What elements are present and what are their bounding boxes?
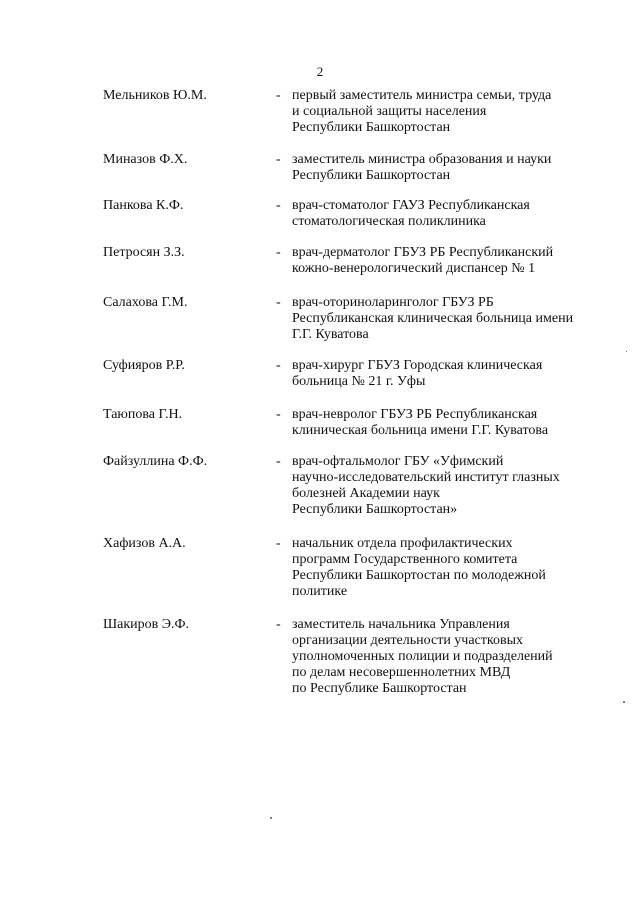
member-position: начальник отдела профилактических программ Государственного комитета Республики Башкортостан по молодежной политике [292, 536, 546, 599]
scan-speck [626, 351, 627, 352]
separator-dash: - [276, 358, 281, 373]
list-item [0, 295, 640, 342]
member-name: Хафизов А.А. [103, 536, 186, 551]
member-position: врач-дерматолог ГБУЗ РБ Республиканский кожно-венерологический диспансер № 1 [292, 245, 554, 276]
list-item [0, 152, 640, 183]
scan-speck [623, 701, 625, 703]
scan-speck [270, 817, 272, 819]
member-position: врач-хирург ГБУЗ Городская клиническая больница № 21 г. Уфы [292, 358, 543, 389]
separator-dash: - [276, 152, 281, 167]
member-position: врач-стоматолог ГАУЗ Республиканская стоматологическая поликлиника [292, 198, 530, 229]
separator-dash: - [276, 245, 281, 260]
member-name: Таюпова Г.Н. [103, 407, 183, 422]
member-name: Миназов Ф.Х. [103, 152, 188, 167]
member-name: Петросян З.З. [103, 245, 185, 260]
member-name: Суфияров Р.Р. [103, 358, 185, 373]
member-name: Файзуллина Ф.Ф. [103, 454, 208, 469]
list-item [0, 407, 640, 438]
member-position: врач-оториноларинголог ГБУЗ РБ Республиканская клиническая больница имени Г.Г. Куватова [292, 295, 574, 342]
member-name: Шакиров Э.Ф. [103, 617, 190, 632]
list-item [0, 245, 640, 276]
separator-dash: - [276, 536, 281, 551]
list-item [0, 536, 640, 599]
page-number: 2 [316, 64, 324, 79]
separator-dash: - [276, 454, 281, 469]
member-position: первый заместитель министра семьи, труда и социальной защиты населения Республики Башкортостан [292, 88, 552, 135]
list-item [0, 198, 640, 229]
member-position: заместитель начальника Управления организации деятельности участковых уполномоченных полиции и подразделений по делам несовершеннолетних МВД по Республике Башкортостан [292, 617, 553, 696]
member-name: Мельников Ю.М. [103, 88, 207, 103]
list-item [0, 617, 640, 696]
list-item [0, 88, 640, 135]
member-position: врач-невролог ГБУЗ РБ Республиканская клиническая больница имени Г.Г. Куватова [292, 407, 549, 438]
member-name: Салахова Г.М. [103, 295, 188, 310]
separator-dash: - [276, 617, 281, 632]
list-item [0, 358, 640, 389]
member-position: врач-офтальмолог ГБУ «Уфимский научно-исследовательский институт глазных болезней Академии наук Республики Башкортостан» [292, 454, 560, 517]
separator-dash: - [276, 407, 281, 422]
separator-dash: - [276, 88, 281, 103]
separator-dash: - [276, 198, 281, 213]
member-name: Панкова К.Ф. [103, 198, 184, 213]
separator-dash: - [276, 295, 281, 310]
member-position: заместитель министра образования и науки Республики Башкортостан [292, 152, 552, 183]
list-item [0, 454, 640, 517]
